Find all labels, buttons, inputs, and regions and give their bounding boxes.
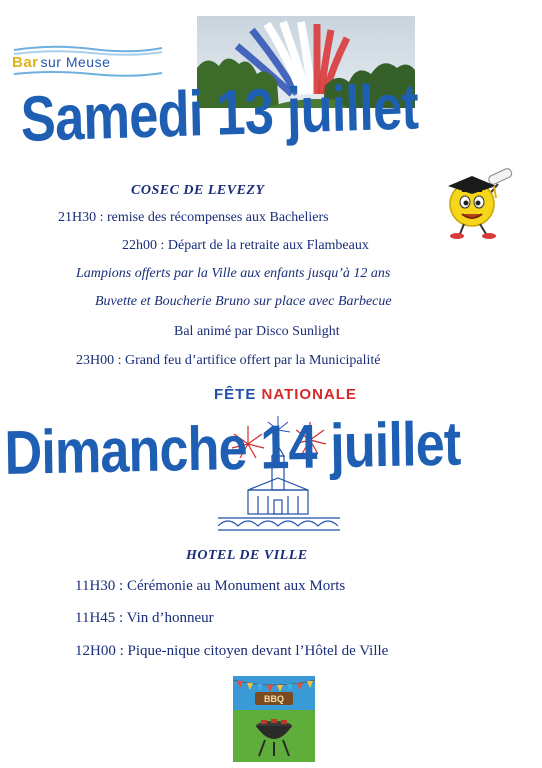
fete-nationale-title: FÊTE NATIONALE <box>214 386 357 403</box>
saturday-line: 21H30 : remise des récompenses aux Bacheliers <box>58 210 329 225</box>
saturday-line: Lampions offerts par la Ville aux enfants jusqu’à 12 ans <box>76 266 391 281</box>
saturday-line: Bal animé par Disco Sunlight <box>174 324 340 339</box>
saturday-line: 22h00 : Départ de la retraite aux Flambeaux <box>122 238 369 253</box>
bbq-sign: BBQ <box>264 694 284 704</box>
sunday-line: 12H00 : Pique-nique citoyen devant l’Hôtel de Ville <box>75 643 389 659</box>
saturday-line: 23H00 : Grand feu d’artifice offert par la Municipalité <box>76 353 381 368</box>
bbq-icon <box>233 676 315 762</box>
graduate-smiley-icon <box>440 168 522 240</box>
sunday-line: 11H45 : Vin d’honneur <box>75 610 214 626</box>
city-logo <box>12 44 164 78</box>
sunday-title: Dimanche 14 juillet <box>4 409 461 488</box>
sunday-line: 11H30 : Cérémonie au Monument aux Morts <box>75 578 346 594</box>
saturday-venue: COSEC DE LEVEZY <box>131 183 265 198</box>
logo-text: Bar sur Meuse <box>12 54 111 71</box>
sunday-venue: HOTEL DE VILLE <box>186 548 308 563</box>
saturday-line: Buvette et Boucherie Bruno sur place avec Barbecue <box>95 294 392 309</box>
saturday-title: Samedi 13 juillet <box>20 70 419 155</box>
